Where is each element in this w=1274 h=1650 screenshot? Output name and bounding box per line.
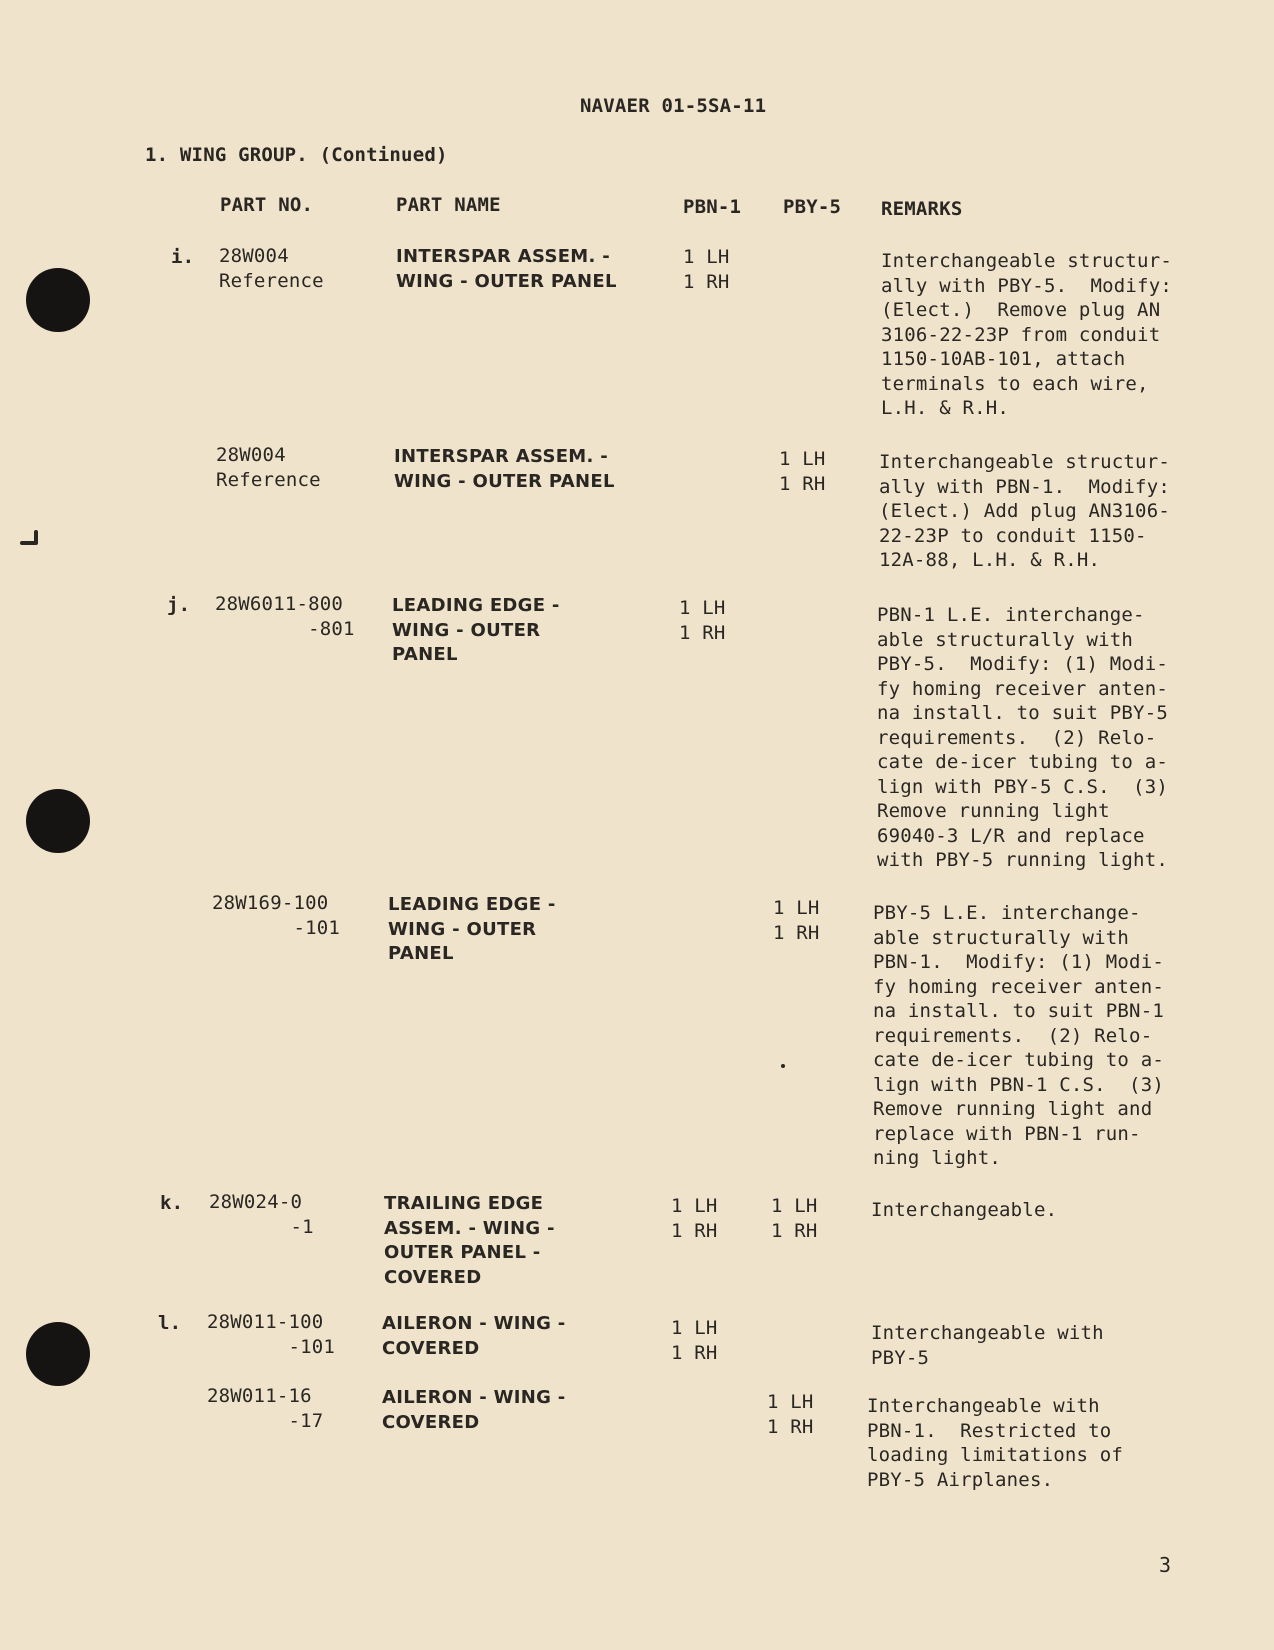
document-id: NAVAER 01-5SA-11 [580, 95, 767, 117]
row-pby5-qty: 1 LH 1 RH [771, 1195, 818, 1242]
row-part-no: 28W004 Reference [216, 444, 321, 491]
row-part-name: INTERSPAR ASSEM. - WING - OUTER PANEL [396, 246, 617, 292]
row-part-name: AILERON - WING - COVERED [382, 1387, 566, 1433]
row-pby5-qty: 1 LH 1 RH [779, 448, 826, 495]
row-remarks: Interchangeable. [871, 1199, 1058, 1221]
row-part-no: 28W011-100 -101 [207, 1311, 336, 1358]
row-remarks: Interchangeable with PBY-5 [871, 1322, 1104, 1369]
row-pby5-qty: 1 LH 1 RH [773, 897, 820, 944]
column-header-pbn1: PBN-1 [683, 196, 742, 218]
row-part-name: INTERSPAR ASSEM. - WING - OUTER PANEL [394, 446, 615, 492]
row-item-letter: k. [160, 1192, 184, 1214]
binder-hole-top [26, 268, 90, 332]
column-header-part-name: PART NAME [396, 194, 501, 216]
row-remarks: PBN-1 L.E. interchange- able structurally with PBY-5. Modify: (1) Modi- fy homing receiver anten- na install. to suit PBY-5 requirements. (2) Relo- cate de-icer tubing to a- lign with PBY-5 C.S. (3) Remove running light 69040-3 L/R and replace with PBY-5 running light. [877, 604, 1168, 871]
column-header-pby5: PBY-5 [783, 196, 842, 218]
row-remarks: Interchangeable with PBN-1. Restricted to loading limitations of PBY-5 Airplanes. [867, 1395, 1124, 1491]
row-part-name: AILERON - WING - COVERED [382, 1313, 566, 1359]
row-pbn1-qty: 1 LH 1 RH [679, 597, 726, 644]
binder-hole-bottom [26, 1322, 90, 1386]
row-part-name: LEADING EDGE - WING - OUTER PANEL [388, 894, 556, 964]
row-part-no: 28W011-16 -17 [207, 1385, 324, 1432]
row-pbn1-qty: 1 LH 1 RH [671, 1317, 718, 1364]
row-part-name: TRAILING EDGE ASSEM. - WING - OUTER PANEL - COVERED [384, 1193, 555, 1288]
ink-speck [781, 1064, 785, 1068]
column-header-remarks: REMARKS [881, 198, 963, 220]
row-part-no: 28W169-100 -101 [212, 892, 341, 939]
row-item-letter: l. [158, 1312, 182, 1334]
row-part-no: 28W6011-800 -801 [215, 593, 355, 640]
section-title: 1. WING GROUP. (Continued) [145, 144, 448, 166]
binder-hole-middle [26, 789, 90, 853]
row-pbn1-qty: 1 LH 1 RH [683, 246, 730, 293]
row-item-letter: i. [171, 246, 195, 268]
row-pby5-qty: 1 LH 1 RH [767, 1391, 814, 1438]
row-remarks: PBY-5 L.E. interchange- able structurally with PBN-1. Modify: (1) Modi- fy homing receiver anten- na install. to suit PBN-1 requirements. (2) Relo- cate de-icer tubing to a- lign with PBN-1 C.S. (3) Remove running light and replace with PBN-1 run- ning light. [873, 902, 1164, 1169]
page-number: 3 [1159, 1553, 1172, 1577]
row-part-no: 28W004 Reference [219, 245, 324, 292]
row-remarks: Interchangeable structur- ally with PBN-1. Modify: (Elect.) Add plug AN3106- 22-23P to conduit 1150- 12A-88, L.H. & R.H. [879, 451, 1170, 571]
row-pbn1-qty: 1 LH 1 RH [671, 1195, 718, 1242]
ink-speck [34, 530, 38, 544]
column-header-part-no: PART NO. [220, 194, 314, 216]
row-part-name: LEADING EDGE - WING - OUTER PANEL [392, 595, 560, 665]
row-item-letter: j. [167, 594, 191, 616]
row-part-no: 28W024-0 -1 [209, 1191, 314, 1238]
row-remarks: Interchangeable structur- ally with PBY-5. Modify: (Elect.) Remove plug AN 3106-22-23P from conduit 1150-10AB-101, attach terminals to each wire, L.H. & R.H. [881, 250, 1172, 419]
